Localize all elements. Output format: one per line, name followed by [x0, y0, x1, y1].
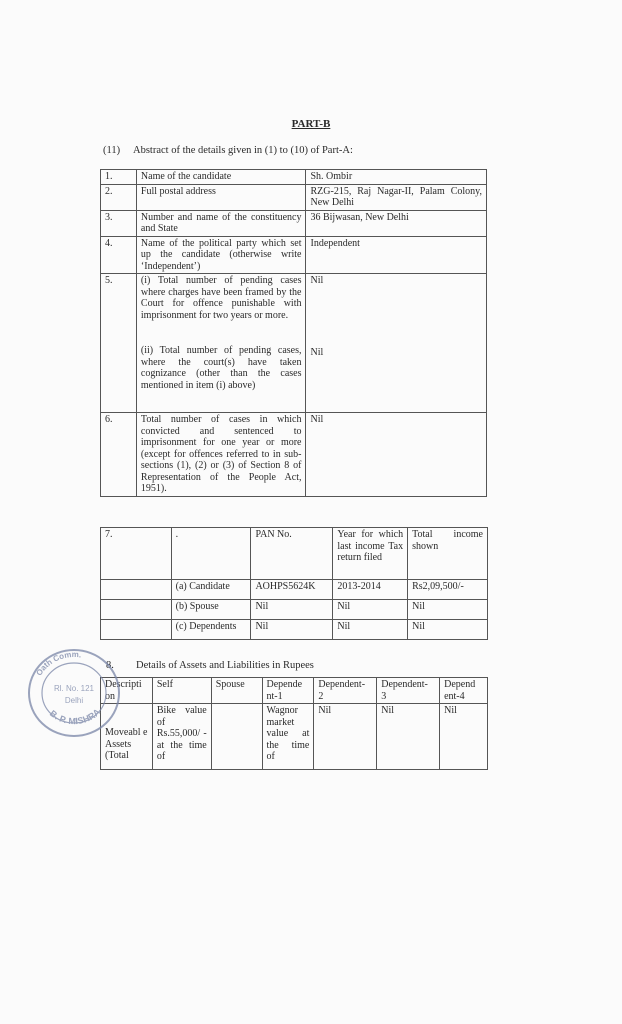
row-number: 6. [101, 413, 137, 497]
pan-cell: Nil [251, 620, 333, 640]
row-number: 2. [101, 184, 137, 210]
header-cell: Dependent- 3 [377, 678, 440, 704]
row-label: (c) Dependents [171, 620, 251, 640]
table-row [101, 236, 487, 274]
table-header-row [101, 678, 488, 704]
section-8-heading [106, 660, 314, 671]
svg-text:B. P. MISHRA [48, 706, 103, 726]
abstract-text: Abstract of the details given in (1) to (10) of Part-A: [133, 145, 353, 156]
pan-cell: Nil [251, 600, 333, 620]
row-label: Name of the political party which set up the candidate (otherwise write ‘Independent’) [136, 236, 306, 274]
income-cell: Nil [408, 620, 488, 640]
pending-cases-i-label: (i) Total number of pending cases where charges have been framed by the Court for offence punishable with imprisonment for two years or more. [140, 275, 302, 321]
pending-cases-ii-value: Nil [310, 346, 324, 358]
year-cell: Nil [333, 600, 408, 620]
stamp-bottom-text: B. P. MISHRA [47, 706, 103, 727]
row-value: Independent [306, 236, 487, 274]
row-value: Sh. Ombir [306, 170, 487, 185]
table-row [101, 413, 487, 497]
section-title: Details of Assets and Liabilities in Rupees [136, 660, 314, 671]
table-row [101, 704, 488, 770]
row-label: Name of the candidate [136, 170, 306, 185]
row-value [306, 274, 487, 413]
table-row [101, 274, 487, 413]
dependent-1-cell: Wagnor market value at the time of [262, 704, 314, 770]
stamp-line-1: Rl. No. 121 [53, 684, 95, 693]
row-label: (b) Spouse [171, 600, 251, 620]
svg-text:Oath Comm. [34, 650, 82, 677]
header-pan: PAN No. [251, 528, 333, 580]
income-tax-table [100, 527, 488, 640]
header-blank: . [171, 528, 251, 580]
row-number: 4. [101, 236, 137, 274]
header-cell: Self [152, 678, 211, 704]
table-header-row [101, 528, 488, 580]
item-number: 7. [101, 528, 172, 580]
spouse-cell [211, 704, 262, 770]
pending-cases-i-value: Nil [310, 275, 324, 286]
row-number: 1. [101, 170, 137, 185]
pan-cell: AOHPS5624K [251, 580, 333, 600]
row-value: Nil [306, 413, 487, 497]
pending-cases-ii-label: (ii) Total number of pending cases, where the court(s) have taken cognizance (other than the cases mentioned in item (i) above) [140, 345, 302, 391]
year-cell: 2013-2014 [333, 580, 408, 600]
stamp-line-2: Delhi [64, 696, 84, 705]
dependent-2-cell: Nil [314, 704, 377, 770]
row-label: Total number of cases in which convicted and sentenced to imprisonment for one year or more (except for offences referred to in sub-sections (1), (2) or (3) of Section 8 of Representation of the People Act, 1951). [136, 413, 306, 497]
header-cell: Descripti on [101, 678, 153, 704]
row-label [136, 274, 306, 413]
row-value: 36 Bijwasan, New Delhi [306, 210, 487, 236]
abstract-heading [103, 145, 353, 156]
year-cell: Nil [333, 620, 408, 640]
income-cell: Nil [408, 600, 488, 620]
page-title: PART-B [291, 118, 331, 130]
header-year: Year for which last income Tax return filed [333, 528, 408, 580]
header-cell: Spouse [211, 678, 262, 704]
header-income: Total income shown [408, 528, 488, 580]
self-cell: Bike value of Rs.55,000/ - at the time of [152, 704, 211, 770]
table-row [101, 170, 487, 185]
row-label: Full postal address [136, 184, 306, 210]
table-row [101, 210, 487, 236]
row-value: RZG-215, Raj Nagar-II, Palam Colony, New Delhi [306, 184, 487, 210]
table-row [101, 620, 488, 640]
table-row [101, 600, 488, 620]
description-text: Moveabl e Assets (Total [105, 727, 148, 761]
row-number: 5. [101, 274, 137, 413]
part-a-abstract-table [100, 169, 487, 497]
oath-commissioner-stamp-icon [26, 647, 122, 739]
row-label: Number and name of the constituency and State [136, 210, 306, 236]
income-cell: Rs2,09,500/- [408, 580, 488, 600]
row-label: (a) Candidate [171, 580, 251, 600]
dependent-4-cell: Nil [440, 704, 488, 770]
row-number: 3. [101, 210, 137, 236]
dependent-3-cell: Nil [377, 704, 440, 770]
stamp-top-text: Oath Comm. [34, 649, 82, 678]
section-number: 8. [106, 660, 114, 671]
header-cell: Depende nt-1 [262, 678, 314, 704]
header-cell: Depend ent-4 [440, 678, 488, 704]
assets-liabilities-table [100, 677, 488, 770]
abstract-number: (11) [103, 145, 121, 156]
table-row [101, 580, 488, 600]
header-cell: Dependent- 2 [314, 678, 377, 704]
table-row [101, 184, 487, 210]
